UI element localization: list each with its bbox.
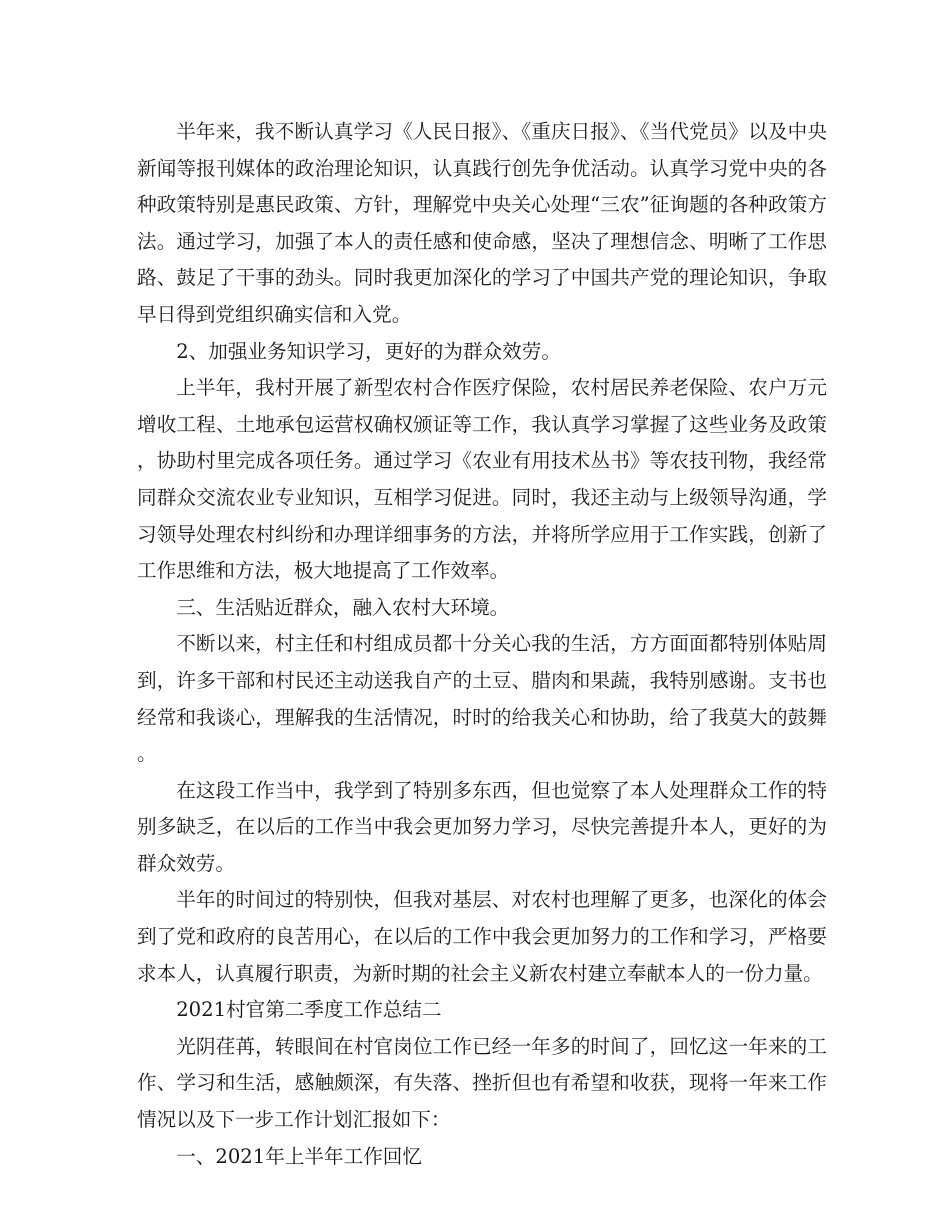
paragraph-half-year-reflection: 半年的时间过的特别快，但我对基层、对农村也理解了更多，也深化的体会到了党和政府的良苦用心，在以后的工作中我会更加努力的工作和学习，严格要求本人，认真履行职责，为新时期的社会主义新农村建立奉献本人的一份力量。	[137, 888, 827, 985]
heading-first-half-review: 一、2021年上半年工作回忆	[176, 1144, 422, 1168]
heading-business-knowledge: 2、加强业务知识学习，更好的为群众效劳。	[176, 339, 561, 363]
paragraph-learned-lessons: 在这段工作当中，我学到了特别多东西，但也觉察了本人处理群众工作的特别多缺乏，在以后的工作当中我会更加努力学习，尽快完善提升本人，更好的为群众效劳。	[137, 778, 827, 875]
paragraph-life-care: 不断以来，村主任和村组成员都十分关心我的生活，方方面面都特别体贴周到，许多干部和村民还主动送我自产的土豆、腊肉和果蔬，我特别感谢。支书也经常和我谈心，理解我的生活情况，时时的给我关心和协助，给了我莫大的鼓舞。	[137, 632, 827, 766]
document-body	[137, 114, 827, 1175]
paragraph-study-theory: 半年来，我不断认真学习《人民日报》、《重庆日报》、《当代党员》以及中央新闻等报刊媒体的政治理论知识，认真践行创先争优活动。认真学习党中央的各种政策特别是惠民政策、方针，理解党中央关心处理“三农”征询题的各种政策方法。通过学习，加强了本人的责任感和使命感，坚决了理想信念、明晰了工作思路、鼓足了干事的劲头。同时我更加深化的学习了中国共产党的理论知识，争取早日得到党组织确实信和入党。	[137, 120, 827, 326]
heading-life-with-masses: 三、生活贴近群众，融入农村大环境。	[176, 595, 510, 619]
paragraph-intro-summary-two: 光阴荏苒，转眼间在村官岗位工作已经一年多的时间了，回忆这一年来的工作、学习和生活，感触颇深，有失落、挫折但也有希望和收获，现将一年来工作情况以及下一步工作计划汇报如下：	[137, 1034, 827, 1132]
paragraph-business-work: 上半年，我村开展了新型农村合作医疗保险，农村居民养老保险、农户万元增收工程、土地承包运营权确权颁证等工作，我认真学习掌握了这些业务及政策，协助村里完成各项任务。通过学习《农业有用技术丛书》等农技刊物，我经常同群众交流农业专业知识，互相学习促进。同时，我还主动与上级领导沟通，学习领导处理农村纠纷和办理详细事务的方法，并将所学应用于工作实践，创新了工作思维和方法，极大地提高了工作效率。	[137, 376, 827, 583]
section-title-summary-two: 2021村官第二季度工作总结二	[176, 998, 442, 1022]
